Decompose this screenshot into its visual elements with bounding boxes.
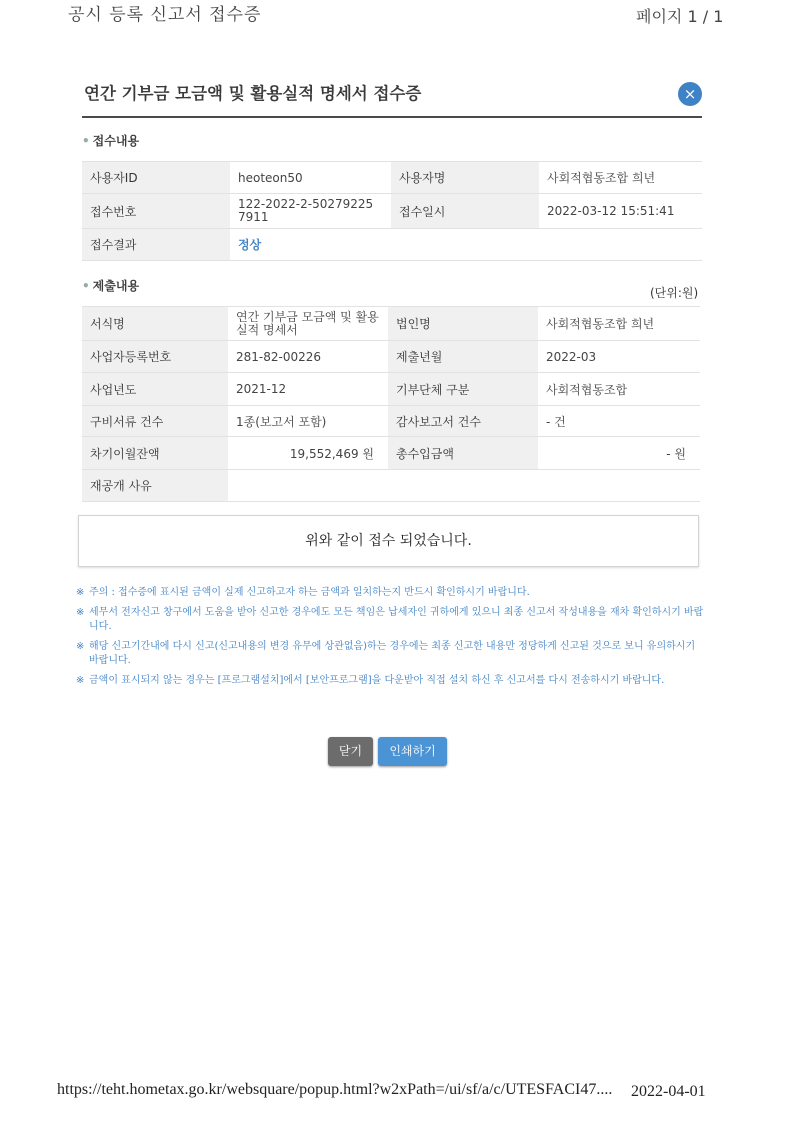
submission-table: [82, 306, 700, 502]
total-income-label: 총수입금액: [388, 437, 538, 470]
doc-count-label: 구비서류 건수: [82, 406, 228, 437]
user-name-label: 사용자명: [391, 162, 539, 194]
popup-title: 연간 기부금 모금액 및 활용실적 명세서 접수증: [84, 84, 422, 103]
note-text: 해당 신고기간내에 다시 신고(신고내용의 변경 유무에 상관없음)하는 경우에는 최종 신고한 내용만 정당하게 신고된 것으로 보니 유의하시기 바랍니다.: [89, 641, 696, 666]
total-income-value: - 원: [538, 437, 700, 470]
business-reg-label: 사업자등록번호: [82, 341, 228, 373]
table-row: [82, 437, 700, 470]
user-id-label: 사용자ID: [82, 162, 230, 194]
reopen-reason-label: 재공개 사유: [82, 470, 228, 502]
close-icon[interactable]: ×: [678, 82, 702, 106]
bullet-icon: •: [82, 134, 90, 148]
business-year-value: 2021-12: [228, 373, 388, 406]
reopen-reason-value: [228, 470, 700, 502]
note-text: 주의 : 접수증에 표시된 금액이 실제 신고하고자 하는 금액과 일치하는지 반드시 확인하시기 바랍니다.: [89, 587, 530, 598]
reference-mark-icon: ※: [76, 607, 85, 618]
carryover-value: 19,552,469 원: [228, 437, 388, 470]
print-header-title: 공시 등록 신고서 접수증: [68, 5, 262, 25]
confirm-message: 위와 같이 접수 되었습니다.: [78, 515, 699, 567]
donor-type-label: 기부단체 구분: [388, 373, 538, 406]
list-item: [76, 640, 704, 668]
table-row: [82, 307, 700, 341]
table-row: [82, 470, 700, 502]
reference-mark-icon: ※: [76, 641, 85, 652]
table-row: [82, 194, 702, 229]
table-row: [82, 341, 700, 373]
print-footer-date: 2022-04-01: [631, 1083, 706, 1100]
submission-section-title: 제출내용: [92, 279, 140, 293]
list-item: [76, 606, 704, 634]
table-row: [82, 162, 702, 194]
carryover-label: 차기이월잔액: [82, 437, 228, 470]
corp-name-value: 사회적협동조합 희년: [538, 307, 700, 341]
table-row: [82, 406, 700, 437]
list-item: [76, 586, 704, 600]
audit-count-value: - 건: [538, 406, 700, 437]
list-item: [76, 674, 704, 688]
user-id-value: heoteon50: [230, 162, 391, 194]
business-year-label: 사업년도: [82, 373, 228, 406]
bullet-icon: •: [82, 279, 90, 293]
receipt-table: [82, 161, 702, 261]
close-button[interactable]: 닫기: [328, 737, 373, 766]
print-button[interactable]: 인쇄하기: [378, 737, 447, 766]
table-row: [82, 373, 700, 406]
reference-mark-icon: ※: [76, 587, 85, 598]
doc-count-value: 1종(보고서 포함): [228, 406, 388, 437]
note-text: 세무서 전자신고 창구에서 도움을 받아 신고한 경우에도 모든 책임은 납세자인 귀하에게 있으니 최종 신고서 작성내용을 재차 확인하시기 바랍니다.: [89, 607, 704, 632]
notes-list: [76, 586, 704, 694]
corp-name-label: 법인명: [388, 307, 538, 341]
business-reg-value: 281-82-00226: [228, 341, 388, 373]
reference-mark-icon: ※: [76, 675, 85, 686]
submit-month-label: 제출년월: [388, 341, 538, 373]
form-name-value: 연간 기부금 모금액 및 활용실적 명세서: [228, 307, 388, 341]
receipt-section-title: 접수내용: [92, 134, 140, 148]
title-divider: [82, 116, 702, 118]
receipt-section-label: [82, 132, 139, 149]
note-text: 금액이 표시되지 않는 경우는 [프로그램설치]에서 [보안프로그램]을 다운받아 직접 설치 하신 후 신고서를 다시 전송하시기 바랍니다.: [89, 675, 665, 686]
print-footer-url: https://teht.hometax.go.kr/websquare/popup.html?w2xPath=/ui/sf/a/c/UTESFACI47....: [57, 1081, 613, 1098]
user-name-value: 사회적협동조합 희년: [539, 162, 702, 194]
donor-type-value: 사회적협동조합: [538, 373, 700, 406]
submission-section-label: [82, 277, 139, 294]
print-page-number: 페이지 1 / 1: [636, 7, 724, 26]
receipt-result-value: 정상: [238, 238, 262, 252]
receipt-result-label: 접수결과: [82, 229, 230, 261]
receipt-number-label: 접수번호: [82, 194, 230, 229]
receipt-datetime-value: 2022-03-12 15:51:41: [539, 194, 702, 229]
table-row: [82, 229, 702, 261]
unit-label: (단위:원): [650, 286, 699, 300]
receipt-datetime-label: 접수일시: [391, 194, 539, 229]
submit-month-value: 2022-03: [538, 341, 700, 373]
audit-count-label: 감사보고서 건수: [388, 406, 538, 437]
receipt-number-value: 122-2022-2-50279225 7911: [230, 194, 391, 229]
form-name-label: 서식명: [82, 307, 228, 341]
